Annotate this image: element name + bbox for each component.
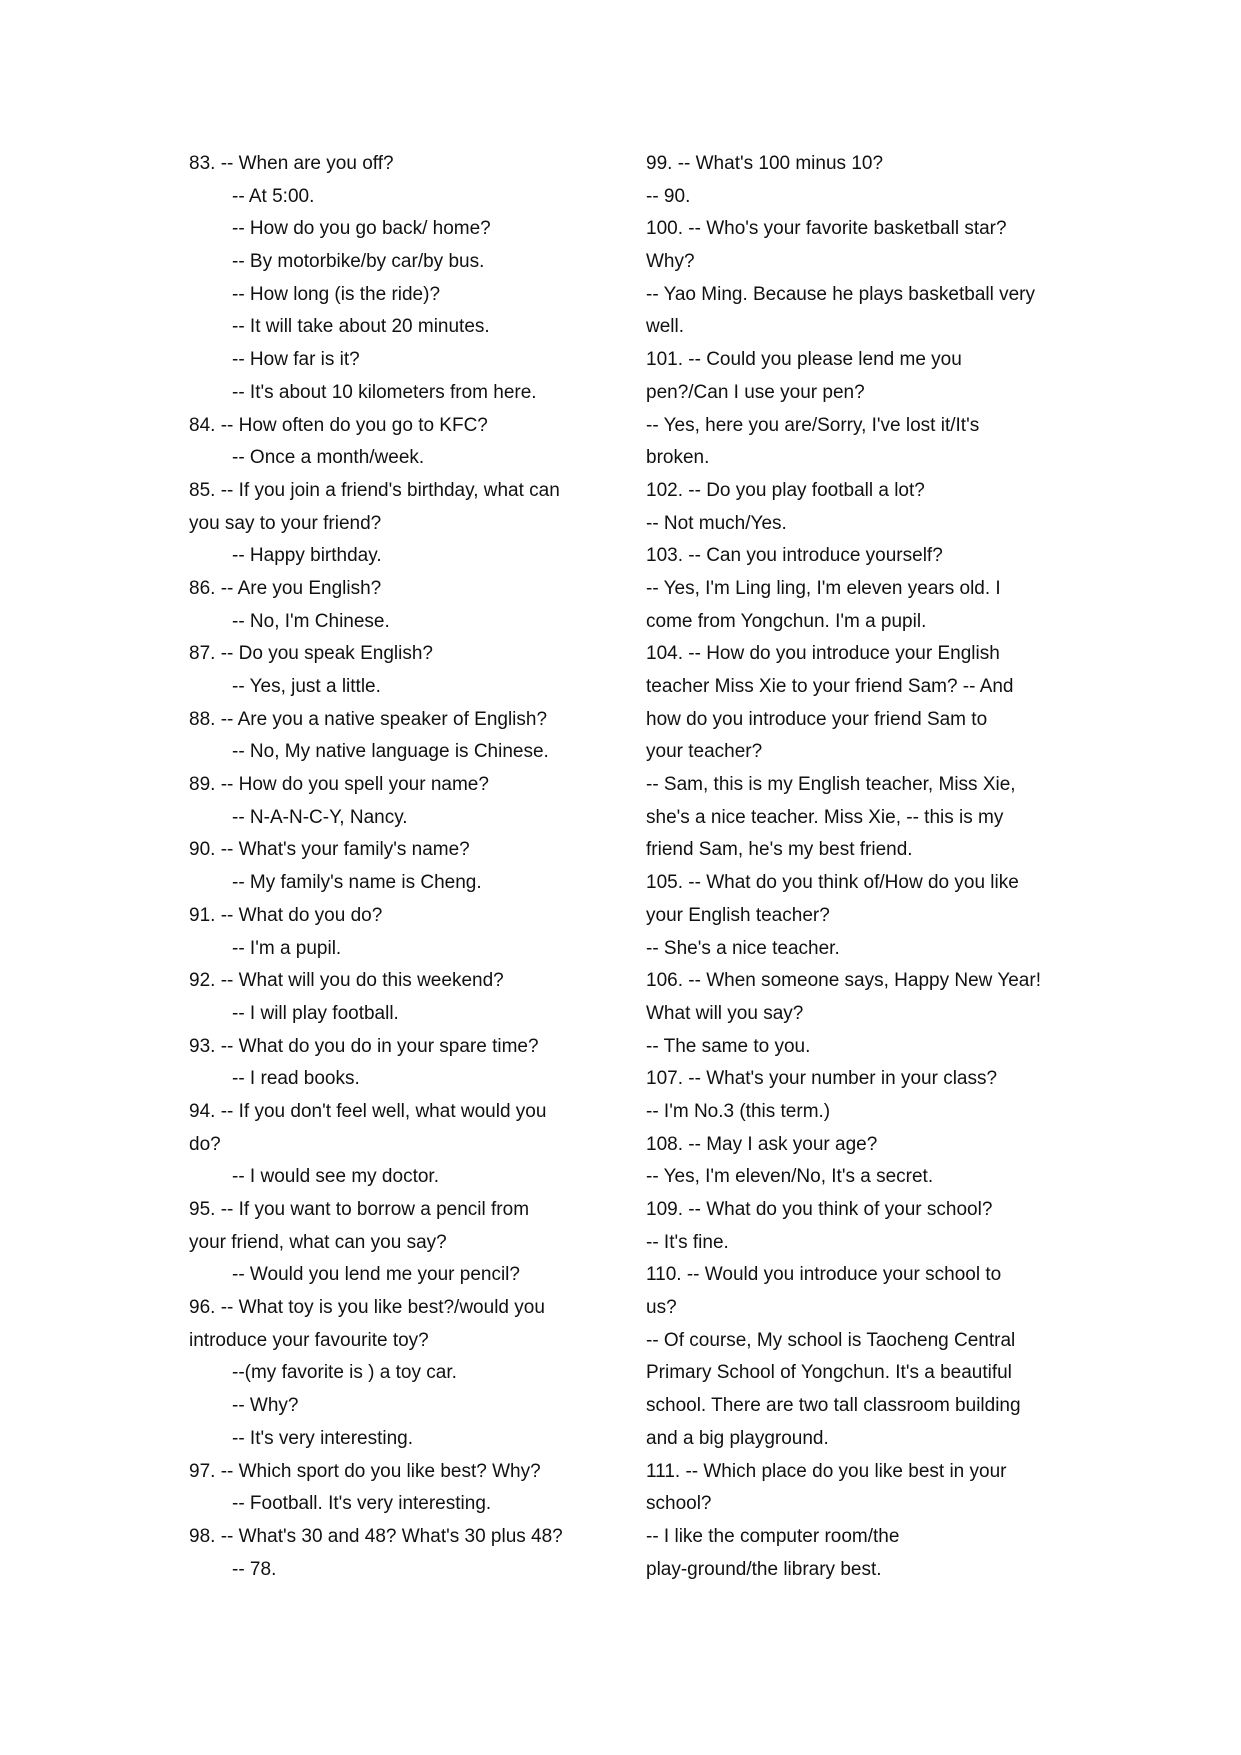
text-line: 109. -- What do you think of your school? <box>646 1199 993 1220</box>
text-line: 103. -- Can you introduce yourself? <box>646 545 943 567</box>
text-line: -- No, My native language is Chinese. <box>232 741 549 763</box>
text-line: she's a nice teacher. Miss Xie, -- this is my <box>646 806 1004 828</box>
text-line: -- How do you go back/ home? <box>232 218 491 240</box>
text-line: 97. -- Which sport do you like best? Why? <box>189 1460 541 1482</box>
text-line: -- Yes, I'm eleven/No, It's a secret. <box>646 1166 934 1188</box>
text-line: -- My family's name is Cheng. <box>232 872 482 894</box>
text-line: -- Sam, this is my English teacher, Miss Xie, <box>646 774 1016 796</box>
text-line: -- Why? <box>232 1395 299 1417</box>
text-line: 91. -- What do you do? <box>189 904 383 926</box>
text-line: -- I'm No.3 (this term.) <box>646 1100 831 1122</box>
text-line: -- N-A-N-C-Y, Nancy. <box>232 806 408 828</box>
text-line: 89. -- How do you spell your name? <box>189 774 489 796</box>
text-line: 87. -- Do you speak English? <box>189 643 433 665</box>
text-line: -- It's very interesting. <box>232 1427 414 1449</box>
text-line: -- I'm a pupil. <box>232 937 342 959</box>
text-line: -- I would see my doctor. <box>232 1166 439 1188</box>
text-line: do? <box>189 1133 221 1155</box>
text-line: 108. -- May I ask your age? <box>646 1133 878 1155</box>
text-line: 101. -- Could you please lend me you <box>646 349 962 371</box>
text-line: -- The same to you. <box>646 1035 811 1057</box>
text-line: -- Once a month/week. <box>232 447 425 469</box>
text-line: 95. -- If you want to borrow a pencil from <box>189 1199 530 1220</box>
text-line: how do you introduce your friend Sam to <box>646 708 988 730</box>
text-line: school? <box>646 1493 712 1515</box>
text-line: -- Yes, I'm Ling ling, I'm eleven years old. I <box>646 577 1001 599</box>
text-line: -- By motorbike/by car/by bus. <box>232 251 485 273</box>
text-line: broken. <box>646 447 710 469</box>
text-line: 102. -- Do you play football a lot? <box>646 479 925 501</box>
text-line: 106. -- When someone says, Happy New Year! <box>646 970 1041 992</box>
text-line: 99. -- What's 100 minus 10? <box>646 153 884 174</box>
text-line: -- Would you lend me your pencil? <box>232 1264 520 1286</box>
text-line: 104. -- How do you introduce your English <box>646 643 1000 665</box>
text-line: 94. -- If you don't feel well, what would you <box>189 1100 547 1122</box>
text-line: 84. -- How often do you go to KFC? <box>189 414 488 436</box>
text-line: -- Of course, My school is Taocheng Central <box>646 1329 1016 1351</box>
text-line: 111. -- Which place do you like best in your <box>646 1460 1007 1482</box>
text-line: 100. -- Who's your favorite basketball star? <box>646 218 1007 240</box>
text-line: --(my favorite is ) a toy car. <box>232 1362 457 1384</box>
text-line: -- At 5:00. <box>232 185 315 207</box>
text-line: well. <box>646 316 685 338</box>
text-line: you say to your friend? <box>189 512 382 534</box>
text-line: -- It will take about 20 minutes. <box>232 316 490 338</box>
text-line: -- No, I'm Chinese. <box>232 610 390 632</box>
text-line: -- Not much/Yes. <box>646 512 787 534</box>
text-line: 98. -- What's 30 and 48? What's 30 plus 48? <box>189 1525 563 1547</box>
left-column <box>189 148 609 1586</box>
text-line: -- How far is it? <box>232 349 360 371</box>
text-line: 92. -- What will you do this weekend? <box>189 970 504 992</box>
text-line: -- Yes, here you are/Sorry, I've lost it/It's <box>646 414 980 436</box>
text-line: -- Yao Ming. Because he plays basketball very <box>646 283 1035 305</box>
text-line: teacher Miss Xie to your friend Sam? -- And <box>646 676 1014 697</box>
text-line: play-ground/the library best. <box>646 1558 882 1580</box>
text-line: your friend, what can you say? <box>189 1231 447 1253</box>
text-line: -- I like the computer room/the <box>646 1525 900 1547</box>
text-line: 93. -- What do you do in your spare time? <box>189 1035 539 1057</box>
text-line: 96. -- What toy is you like best?/would you <box>189 1297 545 1319</box>
text-line: your teacher? <box>646 741 763 763</box>
text-line: 86. -- Are you English? <box>189 577 382 599</box>
text-line: pen?/Can I use your pen? <box>646 381 865 403</box>
text-line: What will you say? <box>646 1002 804 1024</box>
text-line: -- 78. <box>232 1558 277 1580</box>
text-line: -- Yes, just a little. <box>232 676 381 697</box>
text-line: -- She's a nice teacher. <box>646 937 840 959</box>
text-line: -- It's fine. <box>646 1231 729 1253</box>
text-line: and a big playground. <box>646 1427 829 1449</box>
text-line: -- Football. It's very interesting. <box>232 1493 492 1515</box>
text-line: -- Happy birthday. <box>232 545 382 567</box>
text-line: introduce your favourite toy? <box>189 1329 429 1351</box>
text-line: us? <box>646 1297 677 1319</box>
text-line: 90. -- What's your family's name? <box>189 839 470 861</box>
text-line: 110. -- Would you introduce your school to <box>646 1264 1002 1286</box>
right-column <box>646 148 1071 1586</box>
text-line: 83. -- When are you off? <box>189 153 394 174</box>
text-line: school. There are two tall classroom building <box>646 1395 1021 1417</box>
text-line: Why? <box>646 251 695 273</box>
text-line: -- I read books. <box>232 1068 360 1090</box>
text-line: 85. -- If you join a friend's birthday, what can <box>189 479 560 501</box>
text-line: come from Yongchun. I'm a pupil. <box>646 610 927 632</box>
text-line: Primary School of Yongchun. It's a beautiful <box>646 1362 1012 1384</box>
text-line: 107. -- What's your number in your class? <box>646 1068 998 1090</box>
text-line: -- It's about 10 kilometers from here. <box>232 381 537 403</box>
text-line: 88. -- Are you a native speaker of English? <box>189 708 548 730</box>
text-line: friend Sam, he's my best friend. <box>646 839 913 861</box>
text-line: your English teacher? <box>646 904 830 926</box>
text-line: -- I will play football. <box>232 1002 399 1024</box>
text-line: 105. -- What do you think of/How do you like <box>646 872 1019 894</box>
text-line: -- 90. <box>646 185 691 207</box>
text-line: -- How long (is the ride)? <box>232 283 441 305</box>
